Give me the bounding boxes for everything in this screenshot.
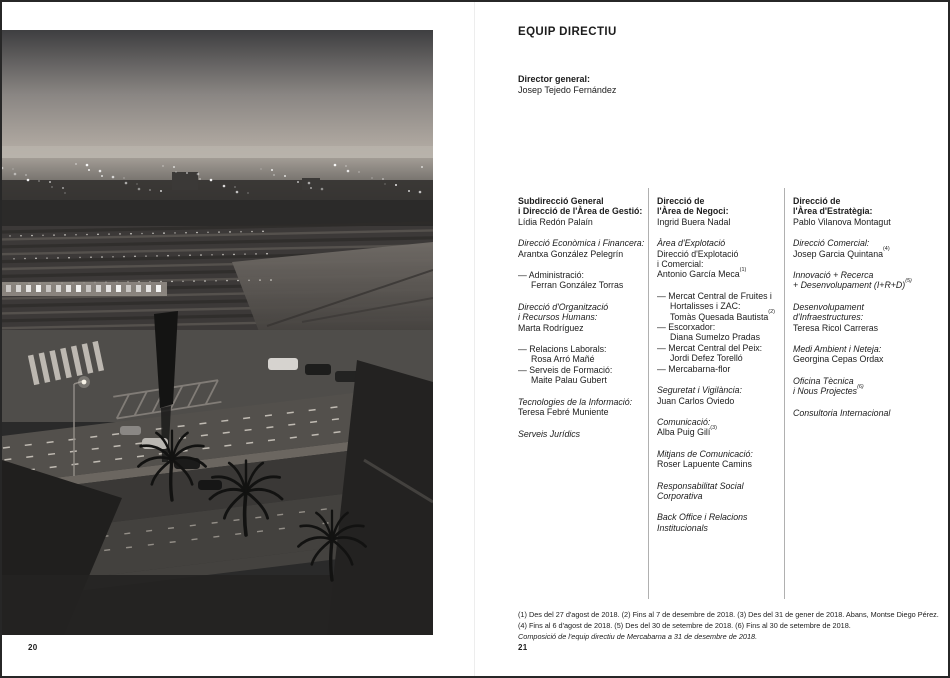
text-line: — Mercabarna-flor <box>657 363 731 374</box>
director-general-block <box>518 74 616 96</box>
text-line: Innovació + Recerca <box>793 270 874 281</box>
column-area-estrategia <box>793 196 928 429</box>
text-line: Direcció d'Explotació <box>657 248 739 259</box>
text-block <box>793 302 928 333</box>
text-block <box>657 385 779 406</box>
text-line: l'Àrea de Negoci: <box>657 206 729 217</box>
text-line: — Serveis de Formació: <box>518 364 613 375</box>
column-rule-1 <box>648 188 649 599</box>
text-block <box>657 449 779 470</box>
text-line: Ferran González Torras <box>531 280 624 291</box>
aerial-photo-graphic <box>2 30 433 635</box>
text-line: Institucionals <box>657 522 708 533</box>
text-line: Seguretat i Vigilància: <box>657 385 742 396</box>
footnote-marker: (3) <box>710 424 717 431</box>
text-line: i Nous Projectes$^{(6)}$ <box>793 383 864 397</box>
text-line: Pablo Vilanova Montagut <box>793 216 891 227</box>
text-block <box>518 302 644 333</box>
footnote-marker: (1) <box>739 267 747 274</box>
text-line: Lídia Redón Palaín <box>518 216 593 227</box>
text-block <box>793 196 928 227</box>
text-block <box>518 238 644 259</box>
text-line: Alba Puig Gilí$^{(3)}$ <box>657 424 717 438</box>
text-line: Àrea d'Explotació <box>657 238 726 249</box>
text-block <box>793 238 928 259</box>
text-line: Teresa Ricol Carreras <box>793 322 879 333</box>
footnote-marker: (2) <box>768 309 775 316</box>
text-line: — Relacions Laborals: <box>518 344 607 355</box>
text-line: i Recursos Humans: <box>518 312 598 323</box>
text-block <box>518 270 644 291</box>
text-line: + Desenvolupament $(I+R+D)^{(5)}$ <box>793 278 912 291</box>
text-line: Ingrid Buera Nadal <box>657 216 731 227</box>
text-line: Georgina Cepas Ordax <box>793 354 884 365</box>
text-line: Desenvolupament <box>793 301 864 312</box>
footnote-marker: (6) <box>857 383 864 390</box>
text-line: Antonio García Meca$^{(1)}$ <box>657 267 747 280</box>
director-name: Josep Tejedo Fernández <box>518 85 617 95</box>
text-line: Consultoria Internacional <box>793 407 891 418</box>
text-line: Teresa Febré Muniente <box>518 407 609 418</box>
text-block <box>657 417 779 438</box>
footnote-marker: (5) <box>905 278 912 285</box>
column-rule-2 <box>784 188 785 599</box>
text-line: Juan Carlos Oviedo <box>657 395 735 406</box>
text-line: i Comercial: <box>657 259 704 270</box>
text-line: Mitjans de Comunicació: <box>657 448 753 459</box>
page-gutter-line <box>474 2 475 676</box>
text-block <box>518 429 644 439</box>
text-line: Marta Rodríguez <box>518 322 584 333</box>
text-block <box>518 196 644 227</box>
text-line: Tecnologies de la Informació: <box>518 396 633 407</box>
text-line: — Administració: <box>518 270 584 281</box>
text-line: — Mercat Central del Peix: <box>657 342 763 353</box>
column-subdireccio-general <box>518 196 644 450</box>
page-number-left: 20 <box>28 643 38 652</box>
text-line: Diana Sumelzo Pradas <box>670 332 760 343</box>
text-line: Rosa Arró Mañé <box>531 354 595 365</box>
text-block <box>657 238 779 280</box>
footnote-line: Composició de l'equip directiu de Mercabarna a 31 de desembre de 2018. <box>518 631 758 641</box>
text-block <box>793 408 928 418</box>
text-block <box>657 291 779 374</box>
text-line: Responsabilitat Social <box>657 480 744 491</box>
text-line: — Mercat Central de Fruites i <box>657 290 772 301</box>
text-line: Oficina Tècnica <box>793 375 854 386</box>
text-line: Tomàs Quesada Bautista$^{(2)}$ <box>670 309 775 322</box>
text-block <box>793 376 928 397</box>
text-line: l'Àrea d'Estratègia: <box>793 206 873 217</box>
column-area-negoci <box>657 196 779 544</box>
text-line: Back Office i Relacions <box>657 512 748 523</box>
text-line: Direcció Comercial: <box>793 238 870 249</box>
text-block <box>518 344 644 386</box>
director-label: Director general: <box>518 74 591 84</box>
text-block <box>657 512 779 533</box>
text-line: Direcció d'Organització <box>518 301 609 312</box>
aerial-photo <box>2 30 433 635</box>
text-line: Direcció de <box>793 196 841 206</box>
footnotes <box>518 610 939 643</box>
text-line: — Escorxador: <box>657 322 716 333</box>
text-line: Direcció de <box>657 196 705 206</box>
text-line: d'Infraestructures: <box>793 312 864 323</box>
text-line: Medi Ambient i Neteja: <box>793 344 882 355</box>
text-block <box>657 196 779 227</box>
text-line: Jordi Defez Torelló <box>670 353 743 364</box>
text-line: Josep Garcia Quintana$^{(4)}$ <box>793 246 890 259</box>
text-line: i Direcció de l'Àrea de Gestió: <box>518 206 643 217</box>
text-block <box>518 397 644 418</box>
text-line: Serveis Jurídics <box>518 428 581 439</box>
text-block <box>793 270 928 291</box>
text-block <box>657 481 779 502</box>
text-line: Hortalisses i ZAC: <box>670 301 741 312</box>
text-line: Corporativa <box>657 490 703 501</box>
footnote-line: (4) Fins al 6 d'agost de 2018. (5) Des del 30 de setembre de 2018. (6) Fins al 30 de setembre de 2018. <box>518 620 851 630</box>
text-line: Arantxa González Pelegrín <box>518 248 624 259</box>
text-line: Direcció Econòmica i Financera: <box>518 238 645 249</box>
text-line: Subdirecció General <box>518 196 604 206</box>
footnote-marker: (4) <box>882 246 890 253</box>
page-number-right: 21 <box>518 643 528 652</box>
text-line: Comunicació: <box>657 416 711 427</box>
footnote-line: (1) Des del 27 d'agost de 2018. (2) Fins al 7 de desembre de 2018. (3) Des del 31 de gener de 2018. Abans, Montse Diego Pérez. <box>518 610 939 619</box>
page-title: EQUIP DIRECTIU <box>518 26 617 38</box>
text-line: Roser Lapuente Camins <box>657 459 752 470</box>
text-block <box>793 344 928 365</box>
text-line: Maite Palau Gubert <box>531 375 607 386</box>
